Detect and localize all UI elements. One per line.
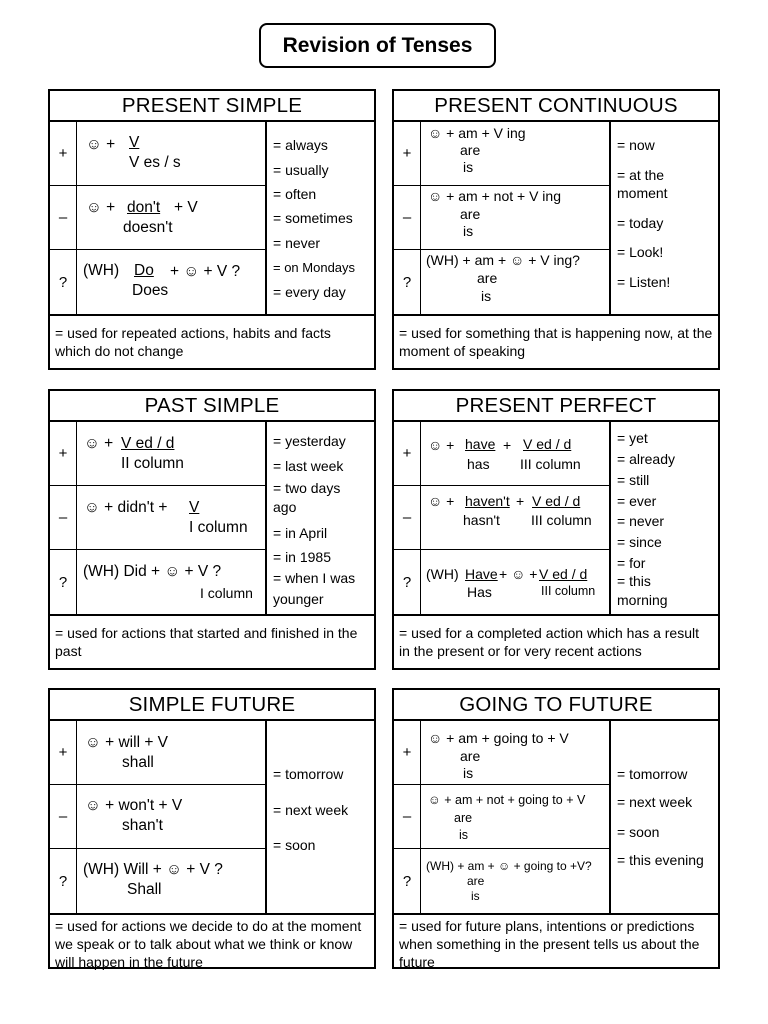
signal-word: = yet [617, 430, 648, 446]
negative-row [50, 186, 265, 250]
question-form [421, 250, 609, 314]
form-text: (WH) [83, 262, 120, 279]
form-text: I column [200, 585, 253, 601]
minus-symbol: – [50, 186, 77, 249]
signal-word: = this [617, 573, 651, 589]
form-text: ☺ + [428, 437, 455, 453]
form-text: V [189, 499, 200, 516]
affirmative-form [77, 122, 265, 185]
signal-word: younger [273, 591, 324, 607]
signal-word: = never [617, 513, 665, 529]
negative-row [394, 186, 609, 250]
form-text: is [463, 159, 474, 175]
minus-symbol: – [394, 785, 421, 848]
question-symbol: ? [50, 250, 77, 314]
minus-symbol: – [50, 486, 77, 549]
form-text: V ed / d [532, 493, 581, 509]
forms-column [394, 422, 611, 614]
affirmative-form [421, 422, 609, 485]
form-text: III column [541, 584, 596, 598]
time-expressions [611, 422, 718, 614]
signal-word: = two days [273, 480, 341, 496]
forms-grid [394, 721, 718, 915]
forms-column [394, 721, 611, 913]
question-row [394, 849, 609, 913]
card-title: GOING TO FUTURE [394, 690, 718, 721]
form-text: V ed / d [539, 566, 588, 582]
plus-symbol: + [50, 422, 77, 485]
form-text: (WH) + am + ☺ + going to +V? [426, 859, 592, 873]
forms-column [50, 422, 267, 614]
form-text: is [459, 828, 469, 842]
question-symbol: ? [394, 250, 421, 314]
signal-word: = still [617, 472, 650, 488]
form-text: V [129, 134, 140, 151]
question-form [77, 550, 265, 614]
affirmative-row [50, 122, 265, 186]
forms-column [50, 721, 267, 913]
signal-word: = soon [617, 824, 660, 840]
form-text: is [463, 765, 474, 781]
form-text: is [463, 223, 474, 239]
question-symbol: ? [50, 550, 77, 614]
form-text: Does [132, 282, 169, 299]
form-text: V ed / d [523, 436, 572, 452]
signal-word: morning [617, 592, 668, 608]
form-text: Do [134, 262, 154, 279]
signal-word: moment [617, 185, 668, 201]
form-text: Shall [127, 881, 162, 898]
affirmative-form [77, 721, 265, 784]
form-text: ☺ + am + V ing [428, 125, 526, 141]
affirmative-form [421, 122, 609, 185]
form-text: ☺ + [86, 136, 116, 153]
signal-word: = next week [273, 802, 349, 818]
signal-word: = when I was [273, 570, 356, 586]
card-title: SIMPLE FUTURE [50, 690, 374, 721]
form-text: II column [121, 455, 184, 472]
form-text: are [460, 206, 481, 222]
question-form [421, 849, 609, 913]
forms-grid [50, 422, 374, 616]
form-text: doesn't [123, 219, 173, 236]
negative-row [50, 785, 265, 849]
question-row [394, 550, 609, 614]
signal-word: = tomorrow [273, 766, 344, 782]
signal-word: = next week [617, 794, 693, 810]
usage-note: = used for future plans, intentions or predictions when something in the present tells us about the future [399, 918, 700, 970]
usage-note: = used for actions we decide to do at the moment we speak or to talk about what we think or know will happen in the future [55, 918, 362, 970]
minus-symbol: – [394, 486, 421, 549]
form-text: + ☺ + [499, 566, 538, 582]
signal-word: = this evening [617, 852, 704, 868]
form-text: I column [189, 519, 248, 536]
negative-form [77, 785, 265, 848]
form-text: (WH) + am + ☺ + V ing? [426, 252, 580, 268]
signal-word: = last week [273, 458, 344, 474]
signal-word: = usually [273, 162, 329, 178]
signal-word: = always [273, 137, 328, 153]
question-symbol: ? [394, 550, 421, 614]
form-text: ☺ + am + going to + V [428, 730, 569, 746]
form-text: is [471, 889, 480, 903]
plus-symbol: + [50, 122, 77, 185]
form-text: ☺ + am + not + V ing [428, 188, 561, 204]
affirmative-row [394, 721, 609, 785]
question-row [50, 250, 265, 314]
form-text: haven't [465, 493, 510, 509]
form-text: V es / s [129, 154, 181, 171]
affirmative-row [50, 721, 265, 785]
form-text: ☺ + [86, 199, 116, 216]
form-text: + V [174, 199, 198, 216]
form-text: don't [127, 199, 161, 216]
simple-future-card [48, 688, 376, 969]
form-text: Has [467, 584, 492, 600]
signal-word: = often [273, 186, 317, 202]
negative-form [77, 486, 265, 549]
signal-word: = now [617, 137, 655, 153]
plus-symbol: + [394, 122, 421, 185]
going-to-future-card [392, 688, 720, 969]
signal-word: = Look! [617, 244, 664, 260]
form-text: III column [520, 456, 581, 472]
present-perfect-card [392, 389, 720, 670]
plus-symbol: + [394, 422, 421, 485]
negative-form [77, 186, 265, 249]
question-row [394, 250, 609, 314]
signal-word: = soon [273, 837, 316, 853]
card-title: PRESENT PERFECT [394, 391, 718, 422]
form-text: is [481, 288, 492, 304]
forms-grid [394, 422, 718, 616]
time-expressions [267, 122, 374, 314]
signal-word: = for [617, 555, 646, 571]
signal-word: = never [273, 235, 321, 251]
signal-word: = every day [273, 284, 346, 300]
form-text: has [467, 456, 490, 472]
forms-column [394, 122, 611, 314]
negative-form [421, 186, 609, 249]
forms-column [50, 122, 267, 314]
signal-word: = in 1985 [273, 549, 331, 565]
signal-word: = on Mondays [273, 260, 356, 275]
time-expressions [611, 721, 718, 913]
form-text: are [460, 142, 481, 158]
form-text: are [460, 748, 481, 764]
usage-note: = used for actions that started and finished in the past [55, 625, 358, 659]
form-text: are [467, 874, 485, 888]
time-expressions [267, 721, 374, 913]
page-title: Revision of Tenses [259, 23, 496, 68]
form-text: + ☺ + V ? [170, 263, 241, 280]
usage-note: = used for a completed action which has a result in the present or for very recent actions [399, 625, 700, 659]
negative-form [421, 486, 609, 549]
affirmative-form [77, 422, 265, 485]
affirmative-form [421, 721, 609, 784]
forms-grid [50, 721, 374, 915]
plus-symbol: + [50, 721, 77, 784]
form-text: (WH) [426, 566, 459, 582]
signal-word: ago [273, 499, 297, 515]
card-title: PRESENT SIMPLE [50, 91, 374, 122]
signal-word: = since [617, 534, 662, 550]
minus-symbol: – [394, 186, 421, 249]
form-text: (WH) Will + ☺ + V ? [83, 861, 223, 878]
minus-symbol: – [50, 785, 77, 848]
time-expressions [267, 422, 374, 614]
form-text: have [465, 436, 496, 452]
signal-word: = sometimes [273, 210, 353, 226]
present-continuous-card [392, 89, 720, 370]
signal-word: = in April [273, 525, 328, 541]
present-simple-card [48, 89, 376, 370]
question-row [50, 550, 265, 614]
card-title: PAST SIMPLE [50, 391, 374, 422]
signal-word: = today [617, 215, 664, 231]
form-text: ☺ + didn't + [84, 499, 168, 516]
usage-note: = used for repeated actions, habits and facts which do not change [55, 325, 331, 359]
form-text: (WH) Did + ☺ + V ? [83, 563, 222, 580]
form-text: III column [531, 512, 592, 528]
signal-word: = tomorrow [617, 766, 688, 782]
affirmative-row [394, 422, 609, 486]
form-text: V ed / d [121, 435, 175, 452]
negative-row [394, 785, 609, 849]
form-text: ☺ + won't + V [85, 797, 183, 814]
forms-grid [50, 122, 374, 316]
time-expressions [611, 122, 718, 314]
form-text: Have [465, 566, 498, 582]
question-form [77, 849, 265, 913]
form-text: ☺ + will + V [85, 734, 169, 751]
signal-word: = already [617, 451, 675, 467]
question-form [421, 550, 609, 614]
question-symbol: ? [50, 849, 77, 913]
form-text: are [477, 270, 498, 286]
usage-note: = used for something that is happening now, at the moment of speaking [399, 325, 713, 359]
affirmative-row [50, 422, 265, 486]
negative-row [394, 486, 609, 550]
plus-symbol: + [394, 721, 421, 784]
question-symbol: ? [394, 849, 421, 913]
affirmative-row [394, 122, 609, 186]
signal-word: = at the [617, 167, 665, 183]
form-text: ☺ + [84, 435, 114, 452]
card-title: PRESENT CONTINUOUS [394, 91, 718, 122]
negative-row [50, 486, 265, 550]
forms-grid [394, 122, 718, 316]
form-text: shall [122, 754, 154, 771]
form-text: ☺ + [428, 493, 455, 509]
form-text: are [454, 811, 473, 825]
question-form [77, 250, 265, 314]
question-row [50, 849, 265, 913]
signal-word: = ever [617, 493, 657, 509]
form-text: + [503, 437, 512, 453]
form-text: ☺ + am + not + going to + V [428, 793, 586, 807]
past-simple-card [48, 389, 376, 670]
form-text: shan't [122, 817, 163, 834]
negative-form [421, 785, 609, 848]
form-text: + [516, 493, 525, 509]
form-text: hasn't [463, 512, 500, 528]
signal-word: = yesterday [273, 433, 346, 449]
signal-word: = Listen! [617, 274, 671, 290]
